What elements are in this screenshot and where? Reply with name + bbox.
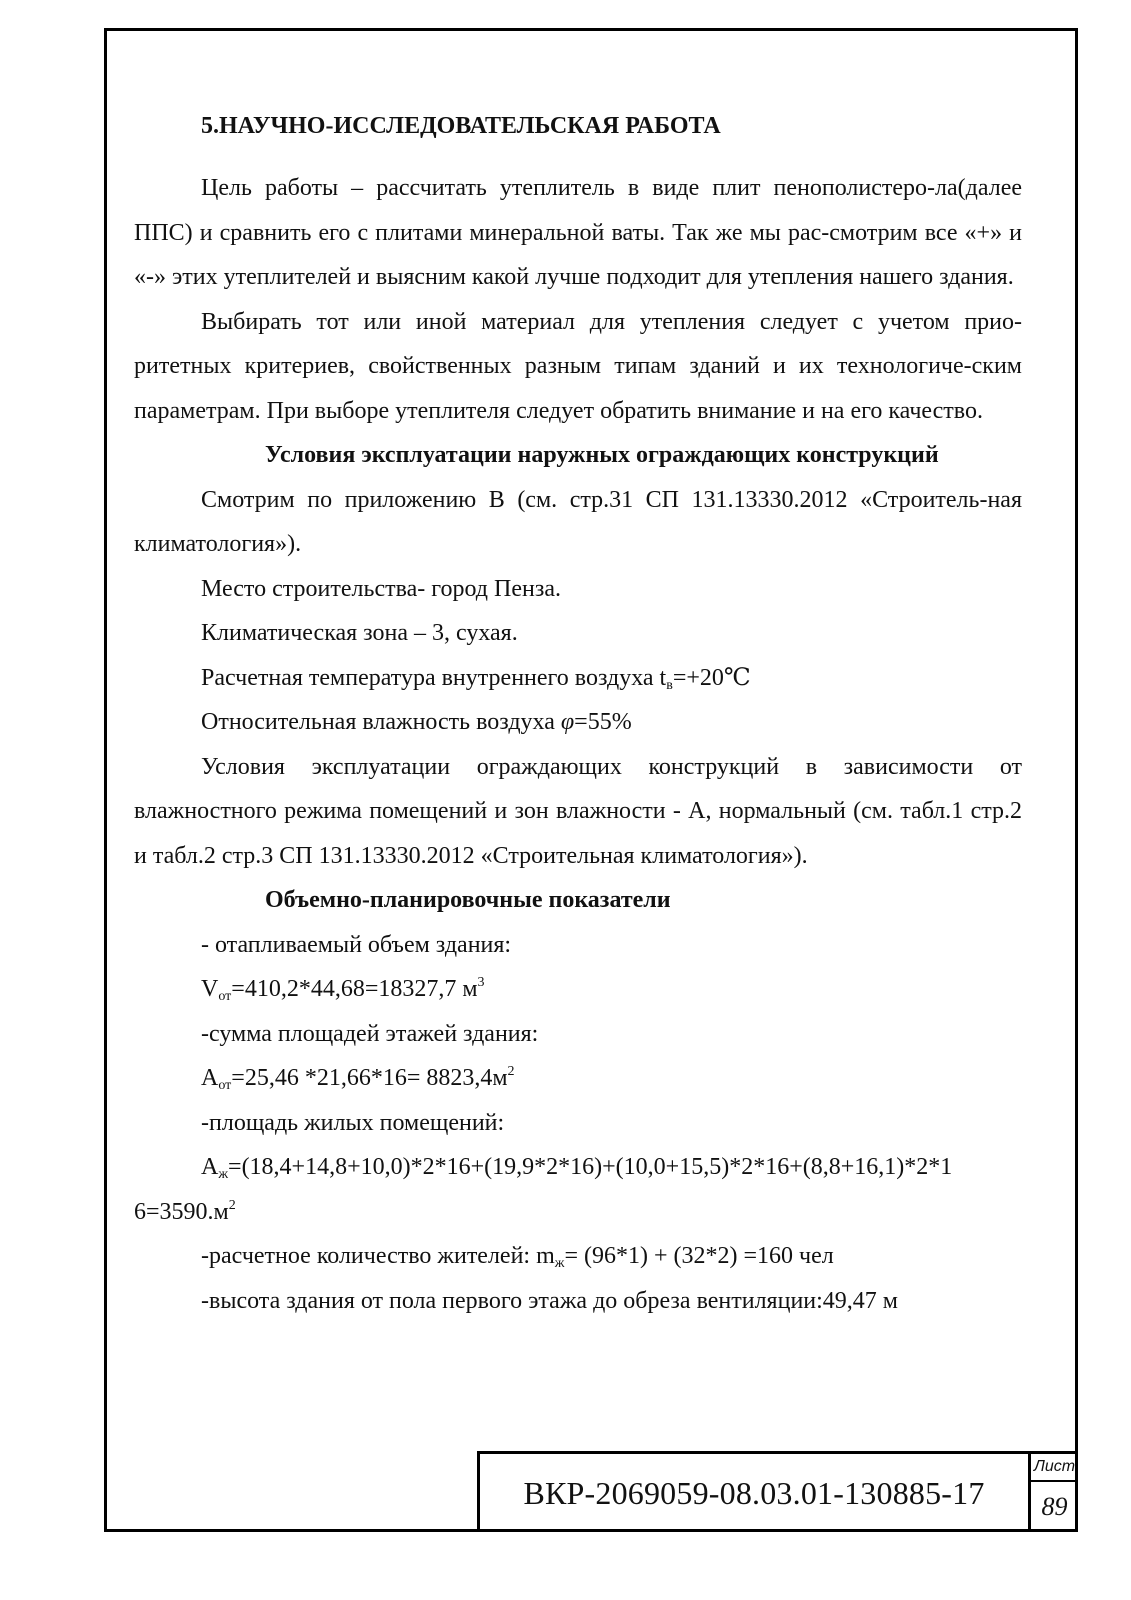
living-area-expr-1: =(18,4+14,8+10,0)*2*16+(19,9*2*16)+(10,0+15,5)*2*16+(8,8+16,1)*2*1 [228,1154,953,1180]
heated-volume-label: - отапливаемый объем здания: [201,931,512,958]
climate-zone: Климатическая зона – 3, сухая. [201,620,518,646]
heated-volume-expr: =410,2*44,68=18327,7 м [231,976,478,1002]
relative-humidity-label: Относительная влажность воздуха [201,709,561,735]
indoor-temperature-sub: в [666,677,673,693]
relative-humidity [134,700,1022,745]
indoor-temperature [134,656,1022,701]
floor-area-formula [134,1056,1022,1101]
subheading-planning-indicators: Объемно-планировочные показатели [265,887,671,913]
phi-symbol: φ [560,709,575,735]
paragraph-appendix-ref: Смотрим по приложению В (см. стр.31 СП 131.13330.2012 «Строитель-ная климатология»). [134,486,1022,557]
building-height: -высота здания от пола первого этажа до обреза вентиляции:49,47 м [201,1287,898,1314]
heated-volume-sup: 3 [477,975,485,990]
sheet-number: 89 [1041,1492,1068,1521]
heated-volume-formula [134,967,1022,1012]
floor-area-sub: от [218,1078,232,1093]
living-area-formula-line2 [134,1190,1022,1235]
residents-count [134,1234,1022,1279]
living-area-sup: 2 [228,1197,236,1213]
page-body [134,166,1022,1323]
sheet-label: Лист [1031,1454,1078,1482]
paragraph-material-choice: Выбирать тот или иной материал для утепления следует с учетом прио-ритетных критериев, свойственных разным типам зданий и их технологиче-ским параметрам. При выборе утеплителя следует обратить внимание и на его качество. [134,308,1022,424]
living-area-label: -площадь жилых помещений: [201,1109,505,1136]
floor-area-symbol: А [201,1065,219,1091]
heated-volume-sub: от [218,989,232,1004]
sheet-cell [1028,1454,1078,1532]
subheading-operating-conditions: Условия эксплуатации наружных ограждающих конструкций [265,442,939,468]
floor-area-label: -сумма площадей этажей здания: [201,1020,539,1047]
relative-humidity-value: =55% [574,709,632,735]
indoor-temperature-label: Расчетная температура внутреннего воздуха t [201,664,667,691]
living-area-symbol: А [201,1154,219,1180]
floor-area-sup: 2 [507,1064,515,1079]
floor-area-expr: =25,46 *21,66*16= 8823,4м [231,1065,508,1091]
paragraph-operating-conditions: Условия эксплуатации ограждающих конструкций в зависимости от влажностного режима помещений и зон влажности - А, нормальный (см. табл.1 стр.2 и табл.2 стр.3 СП 131.13330.2012 «Строительная климатология»). [134,753,1022,869]
section-heading: 5.НАУЧНО-ИССЛЕДОВАТЕЛЬСКАЯ РАБОТА [201,113,721,139]
living-area-expr-2: 6=3590.м [134,1198,229,1225]
residents-sub: ж [554,1256,565,1271]
paragraph-goal: Цель работы – рассчитать утеплитель в виде плит пенополистеро-ла(далее ППС) и сравнить его с плитами минеральной ваты. Так же мы рас-смотрим все «+» и «-» этих утеплителей и выясним какой лучше подходит для утепления нашего здания. [134,175,1022,290]
residents-expr: = (96*1) + (32*2) =160 чел [564,1243,834,1269]
living-area-sub: ж [218,1167,229,1182]
indoor-temperature-value: =+20℃ [672,664,751,691]
residents-label: -расчетное количество жителей: m [201,1243,555,1269]
heated-volume-symbol: V [201,976,219,1002]
title-block-stamp [477,1451,1078,1532]
construction-place: Место строительства- город Пенза. [201,575,561,602]
living-area-formula-line1 [134,1145,1022,1190]
document-code: ВКР-2069059-08.03.01-130885-17 [523,1474,985,1511]
